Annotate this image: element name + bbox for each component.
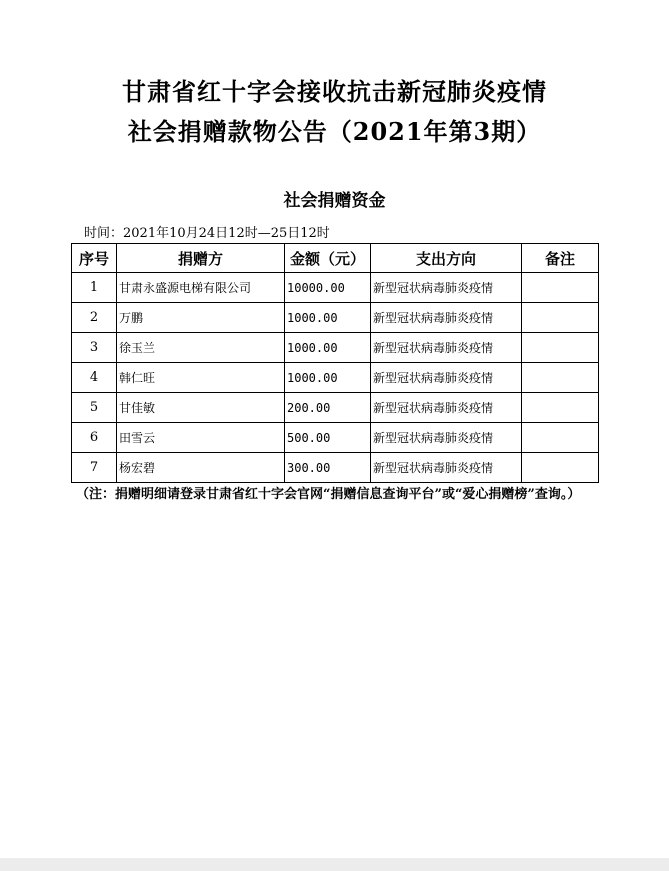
header-note: 备注: [522, 244, 599, 273]
cell-direction: 新型冠状病毒肺炎疫情: [371, 333, 522, 363]
cell-donor: 田雪云: [117, 423, 285, 453]
viewer-bottom-strip: [0, 858, 669, 871]
cell-no: 1: [72, 273, 117, 303]
header-amount: 金额（元）: [285, 244, 371, 273]
header-donor: 捐赠方: [117, 244, 285, 273]
announcement-title-line-2: 社会捐赠款物公告（2021年第3期）: [127, 117, 542, 146]
cell-note: [522, 273, 599, 303]
cell-note: [522, 423, 599, 453]
cell-note: [522, 393, 599, 423]
cell-donor: 甘肃永盛源电梯有限公司: [117, 273, 285, 303]
cell-direction: 新型冠状病毒肺炎疫情: [371, 453, 522, 483]
table-row: [72, 303, 599, 333]
cell-direction: 新型冠状病毒肺炎疫情: [371, 303, 522, 333]
header-direction: 支出方向: [371, 244, 522, 273]
cell-note: [522, 363, 599, 393]
cell-direction: 新型冠状病毒肺炎疫情: [371, 423, 522, 453]
cell-no: 2: [72, 303, 117, 333]
header-no: 序号: [72, 244, 117, 273]
cell-amount: 1000.00: [285, 303, 371, 333]
cell-direction: 新型冠状病毒肺炎疫情: [371, 273, 522, 303]
table-row: [72, 423, 599, 453]
cell-donor: 杨宏碧: [117, 453, 285, 483]
cell-donor: 甘佳敏: [117, 393, 285, 423]
table-row: [72, 453, 599, 483]
cell-no: 6: [72, 423, 117, 453]
cell-note: [522, 303, 599, 333]
cell-no: 4: [72, 363, 117, 393]
table-row: [72, 363, 599, 393]
table-row: [72, 393, 599, 423]
table-row: [72, 273, 599, 303]
cell-amount: 1000.00: [285, 363, 371, 393]
cell-no: 7: [72, 453, 117, 483]
cell-no: 5: [72, 393, 117, 423]
announcement-title-line-1: 甘肃省红十字会接收抗击新冠肺炎疫情: [122, 77, 547, 106]
table-header-row: [72, 244, 599, 273]
table-row: [72, 333, 599, 363]
cell-amount: 500.00: [285, 423, 371, 453]
cell-no: 3: [72, 333, 117, 363]
cell-note: [522, 333, 599, 363]
time-range: 时间：2021年10月24日12时—25日12时: [84, 226, 330, 241]
donations-table: [71, 243, 599, 483]
cell-direction: 新型冠状病毒肺炎疫情: [371, 393, 522, 423]
cell-amount: 300.00: [285, 453, 371, 483]
cell-donor: 韩仁旺: [117, 363, 285, 393]
cell-donor: 徐玉兰: [117, 333, 285, 363]
cell-amount: 200.00: [285, 393, 371, 423]
footnote: （注：捐赠明细请登录甘肃省红十字会官网“捐赠信息查询平台”或“爱心捐赠榜”查询。）: [76, 487, 581, 502]
cell-donor: 万鹏: [117, 303, 285, 333]
cell-note: [522, 453, 599, 483]
section-title: 社会捐赠资金: [283, 191, 386, 211]
cell-amount: 10000.00: [285, 273, 371, 303]
cell-direction: 新型冠状病毒肺炎疫情: [371, 363, 522, 393]
cell-amount: 1000.00: [285, 333, 371, 363]
